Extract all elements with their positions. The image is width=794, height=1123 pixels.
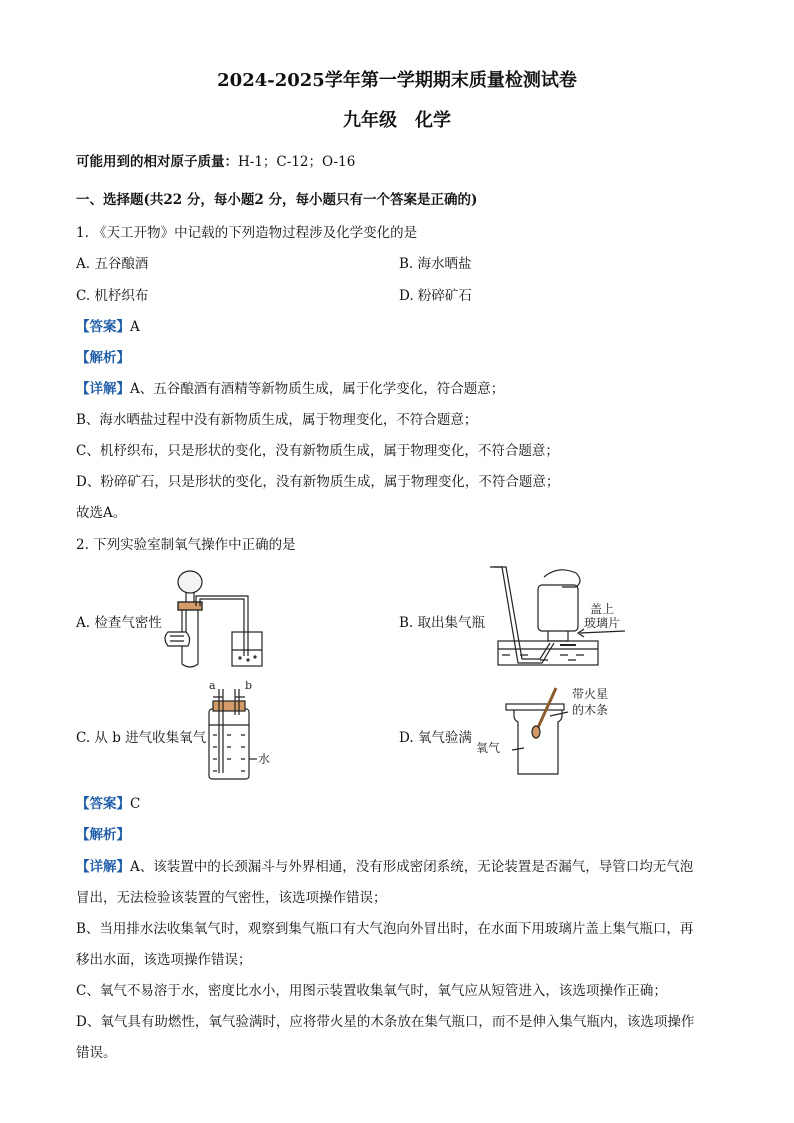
section-heading: 一、选择题(共22 分，每小题2 分，每小题只有一个答案是正确的) — [76, 192, 478, 208]
answer-value: A — [130, 319, 140, 335]
atomic-mass-label: 可能用到的相对原子质量： — [76, 154, 238, 170]
exam-subtitle: 九年级 化学 — [343, 110, 451, 131]
q2-answer — [76, 792, 726, 812]
q1-answer — [76, 315, 726, 335]
q2-option-c: C. 从 b 进气收集氧气 — [76, 730, 207, 746]
figure-d-label-stick: 带火星 — [572, 687, 609, 701]
q2-option-a: A. 检查气密性 — [76, 615, 162, 631]
figure-d-oxygen-check — [470, 686, 640, 781]
figure-b-label-cover: 盖上 — [590, 602, 615, 616]
q2-detail-line — [76, 855, 726, 875]
q2-detail-line: B、当用排水法收集氧气时，观察到集气瓶口有大气泡向外冒出时，在水面下用玻璃片盖上集气瓶口，再 — [76, 921, 694, 937]
q1-analysis-tag: 【解析】 — [76, 350, 130, 366]
q2-detail-line: 冒出，无法检验该装置的气密性，该选项操作错误； — [76, 890, 387, 906]
figure-c-collect-bottle — [195, 681, 285, 783]
q1-stem: 1. 《天工开物》中记载的下列造物过程涉及化学变化的是 — [76, 225, 418, 241]
q1-detail-line: D、粉碎矿石，只是形状的变化，没有新物质生成，属于物理变化，不符合题意； — [76, 474, 560, 490]
figure-c-label-water: 水 — [258, 752, 271, 766]
q1-detail-line: C、机杼织布，只是形状的变化，没有新物质生成，属于物理变化，不符合题意； — [76, 443, 559, 459]
q2-option-d: D. 氧气验满 — [399, 730, 472, 746]
figure-b-remove-bottle — [480, 563, 640, 671]
q2-detail-line: C、氧气不易溶于水，密度比水小，用图示装置收集氧气时，氧气应从短管进入，该选项操作正确； — [76, 983, 667, 999]
q2-detail-line: D、氧气具有助燃性，氧气验满时，应将带火星的木条放在集气瓶口，而不是伸入集气瓶内，该选项操作 — [76, 1014, 695, 1030]
q1-option-d: D. 粉碎矿石 — [399, 288, 472, 304]
q2-analysis-tag: 【解析】 — [76, 827, 130, 843]
atomic-mass-values: H-1；C-12；O-16 — [238, 154, 356, 170]
q2-option-b: B. 取出集气瓶 — [399, 615, 486, 631]
q1-detail-line: B、海水晒盐过程中没有新物质生成，属于物理变化，不符合题意； — [76, 412, 478, 428]
answer-tag: 【答案】 — [76, 796, 130, 812]
detail-tag: 【详解】 — [76, 381, 130, 397]
q1-detail-line: 故选A。 — [76, 505, 127, 521]
q1-option-a: A. 五谷酿酒 — [76, 256, 149, 272]
answer-value: C — [130, 796, 141, 812]
answer-tag: 【答案】 — [76, 319, 130, 335]
q1-detail-text: A、五谷酿酒有酒精等新物质生成，属于化学变化，符合题意； — [130, 381, 505, 397]
q1-option-c: C. 机杼织布 — [76, 288, 149, 304]
q2-detail-line: 错误。 — [76, 1045, 117, 1061]
figure-d-label-oxygen: 氧气 — [476, 741, 501, 755]
detail-tag: 【详解】 — [76, 859, 130, 875]
figure-c-label-b: b — [245, 681, 253, 692]
figure-c-label-a: a — [209, 681, 216, 692]
atomic-mass-line — [76, 150, 726, 170]
q2-detail-line: 移出水面，该选项操作错误； — [76, 952, 252, 968]
q1-detail-line — [76, 377, 726, 397]
q1-option-b: B. 海水晒盐 — [399, 256, 472, 272]
exam-title: 2024-2025学年第一学期期末质量检测试卷 — [217, 70, 577, 91]
figure-d-label-stick2: 的木条 — [572, 703, 609, 717]
q2-detail-text: A、该装置中的长颈漏斗与外界相通，没有形成密闭系统，无论装置是否漏气，导管口均无气泡 — [130, 859, 694, 875]
q2-stem: 2. 下列实验室制氧气操作中正确的是 — [76, 537, 296, 553]
figure-a-airtightness — [160, 566, 270, 671]
figure-b-label-glass: 玻璃片 — [584, 616, 621, 630]
